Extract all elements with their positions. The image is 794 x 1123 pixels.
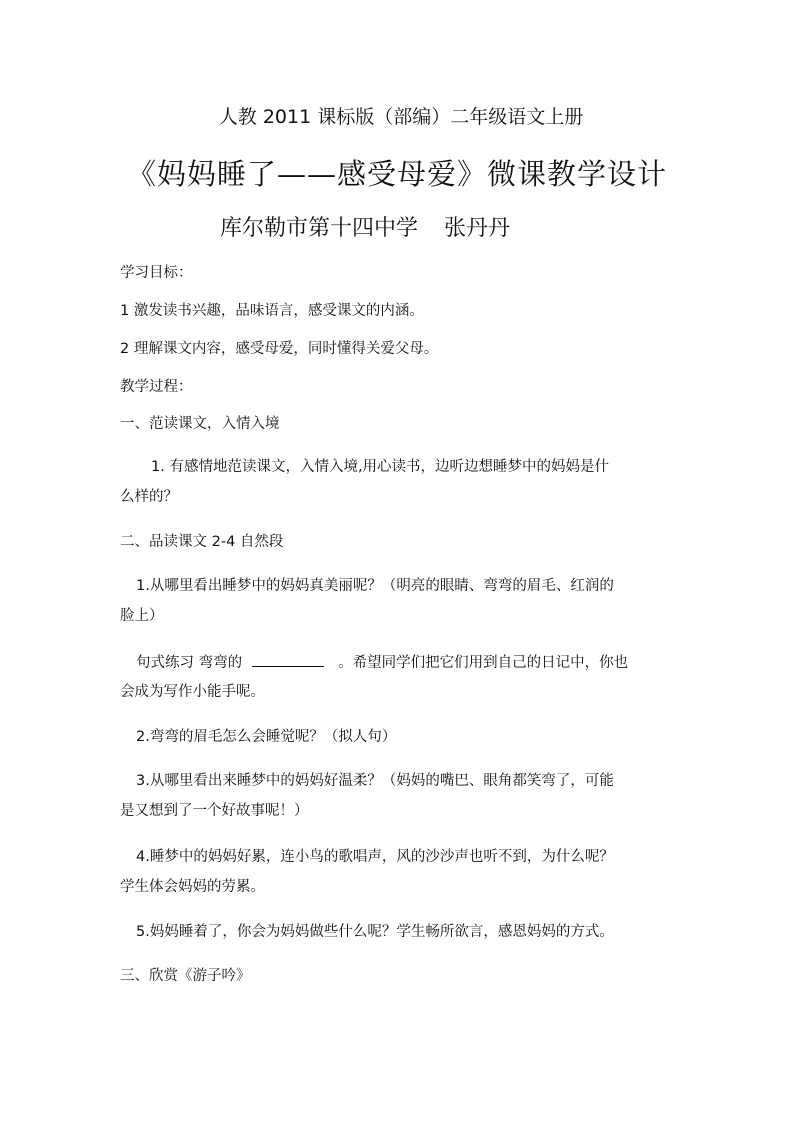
section-3-heading: 三、欣赏《游子吟》 (120, 968, 251, 984)
section-1-item-1-line-1: 1. 有感情地范读课文，入情入境,用心读书，边听边想睡梦中的妈妈是什 (151, 459, 610, 475)
section-2-item-3-line-2: 是又想到了一个好故事呢！） (120, 803, 309, 819)
process-heading: 教学过程： (120, 379, 193, 395)
section-2-item-2: 2.弯弯的眉毛怎么会睡觉呢？（拟人句） (136, 729, 397, 745)
teacher-name: 张丹丹 (444, 216, 511, 241)
section-2-heading: 二、品读课文 2-4 自然段 (120, 534, 284, 550)
section-2-item-3-line-1: 3.从哪里看出来睡梦中的妈妈好温柔？（妈妈的嘴巴、眼角都笑弯了，可能 (136, 773, 614, 789)
objective-item-1: 1 激发读书兴趣，品味语言，感受课文的内涵。 (120, 303, 424, 319)
document-title: 《妈妈睡了——感受母爱》微课教学设计 (126, 157, 667, 191)
sentence-exercise-suffix: 。希望同学们把它们用到自己的日记中，你也 (338, 655, 629, 671)
fill-in-blank (252, 652, 324, 667)
school-name: 库尔勒市第十四中学 (220, 216, 419, 241)
section-2-item-1-line-2: 脸上） (120, 608, 164, 624)
sentence-exercise-line-2: 会成为写作小能手呢。 (120, 684, 265, 700)
objective-item-2: 2 理解课文内容，感受母爱，同时懂得关爱父母。 (120, 341, 439, 357)
document-subtitle: 人教 2011 课标版（部编）二年级语文上册 (218, 106, 584, 128)
section-1-heading: 一、范读课文，入情入境 (120, 416, 280, 432)
author-line (220, 211, 510, 242)
section-2-item-5: 5.妈妈睡着了，你会为妈妈做些什么呢？学生畅所欲言，感恩妈妈的方式。 (136, 924, 614, 940)
sentence-exercise-line-1 (136, 652, 628, 673)
sentence-exercise-prefix: 句式练习 弯弯的 (136, 655, 243, 671)
section-2-item-4-line-2: 学生体会妈妈的劳累。 (120, 879, 265, 895)
section-2-item-4-line-1: 4.睡梦中的妈妈好累，连小鸟的歌唱声，风的沙沙声也听不到，为什么呢？ (136, 849, 614, 865)
section-2-item-1-line-1: 1.从哪里看出睡梦中的妈妈真美丽呢？（明亮的眼睛、弯弯的眉毛、红润的 (136, 578, 614, 594)
section-1-item-1-line-2: 么样的？ (120, 489, 178, 505)
objectives-heading: 学习目标： (120, 265, 193, 281)
